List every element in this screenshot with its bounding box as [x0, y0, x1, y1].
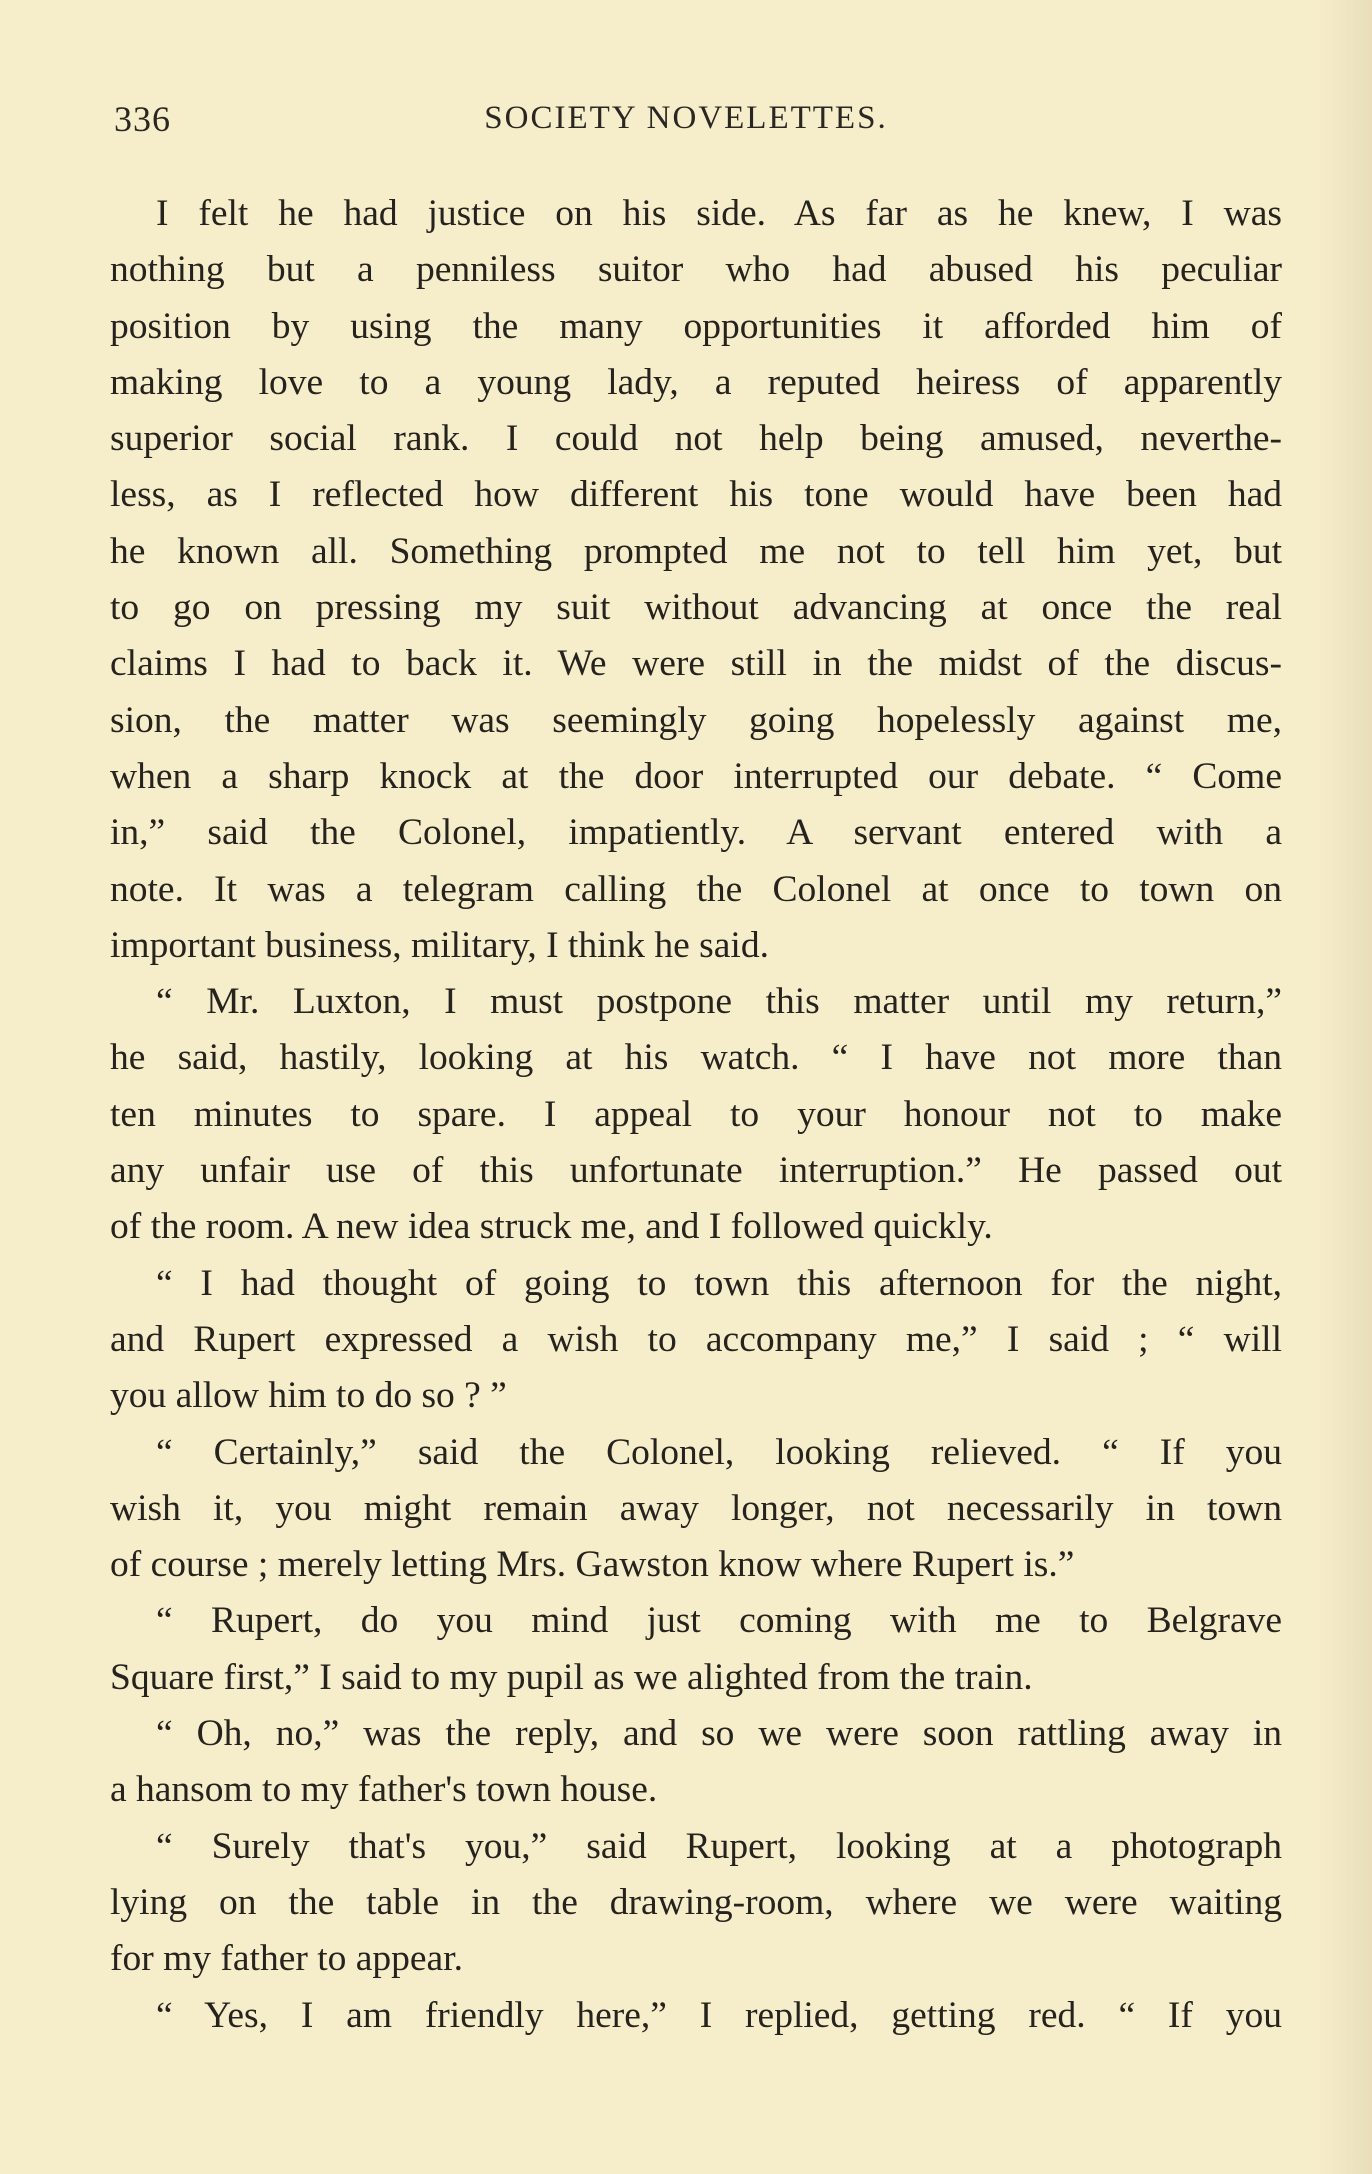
- text-line: less, as I reflected how different his tone would have been had: [110, 474, 1282, 516]
- text-line: to go on pressing my suit without advancing at once the real: [110, 587, 1282, 629]
- text-line: he known all. Something prompted me not to tell him yet, but: [110, 530, 1282, 572]
- text-line: of course ; merely letting Mrs. Gawston know where Rupert is.”: [110, 1544, 1075, 1586]
- text-line: and Rupert expressed a wish to accompany me,” I said ; “ will: [110, 1318, 1282, 1360]
- text-line: nothing but a penniless suitor who had abused his peculiar: [110, 249, 1282, 291]
- text-line: superior social rank. I could not help being amused, neverthe-: [110, 418, 1282, 460]
- text-line: “ Surely that's you,” said Rupert, looking at a photograph: [156, 1825, 1282, 1867]
- text-line: a hansom to my father's town house.: [110, 1769, 658, 1811]
- text-line: of the room. A new idea struck me, and I followed quickly.: [110, 1206, 993, 1248]
- text-line: ten minutes to spare. I appeal to your honour not to make: [110, 1093, 1282, 1135]
- text-line: position by using the many opportunities it afforded him of: [110, 305, 1282, 347]
- text-line: you allow him to do so ? ”: [110, 1375, 507, 1417]
- text-line: “ Mr. Luxton, I must postpone this matter until my return,”: [156, 981, 1282, 1023]
- text-line: important business, military, I think he said.: [110, 924, 769, 966]
- text-line: “ Yes, I am friendly here,” I replied, getting red. “ If you: [156, 1994, 1282, 2036]
- page-number: 336: [114, 99, 171, 139]
- running-head: SOCIETY NOVELETTES.: [484, 100, 888, 136]
- text-line: sion, the matter was seemingly going hopelessly against me,: [110, 699, 1282, 741]
- text-line: he said, hastily, looking at his watch. “ I have not more than: [110, 1037, 1282, 1079]
- text-line: when a sharp knock at the door interrupted our debate. “ Come: [110, 755, 1282, 797]
- text-line: any unfair use of this unfortunate interruption.” He passed out: [110, 1150, 1282, 1192]
- text-line: “ Certainly,” said the Colonel, looking relieved. “ If you: [156, 1431, 1282, 1473]
- page-header: [114, 98, 1258, 148]
- text-line: in,” said the Colonel, impatiently. A servant entered with a: [110, 812, 1282, 854]
- text-line: “ I had thought of going to town this afternoon for the night,: [156, 1262, 1282, 1304]
- text-line: “ Oh, no,” was the reply, and so we were soon rattling away in: [156, 1713, 1282, 1755]
- text-line: claims I had to back it. We were still in the midst of the discus-: [110, 643, 1282, 685]
- text-line: making love to a young lady, a reputed heiress of apparently: [110, 361, 1282, 403]
- text-line: wish it, you might remain away longer, not necessarily in town: [110, 1487, 1282, 1529]
- text-line: I felt he had justice on his side. As far as he knew, I was: [156, 193, 1282, 234]
- body-text: [110, 186, 1282, 2044]
- text-line: lying on the table in the drawing-room, where we were waiting: [110, 1881, 1282, 1923]
- text-line: Square first,” I said to my pupil as we alighted from the train.: [110, 1656, 1033, 1698]
- text-line: “ Rupert, do you mind just coming with me to Belgrave: [156, 1600, 1282, 1642]
- text-line: note. It was a telegram calling the Colonel at once to town on: [110, 868, 1282, 910]
- text-line: for my father to appear.: [110, 1938, 463, 1980]
